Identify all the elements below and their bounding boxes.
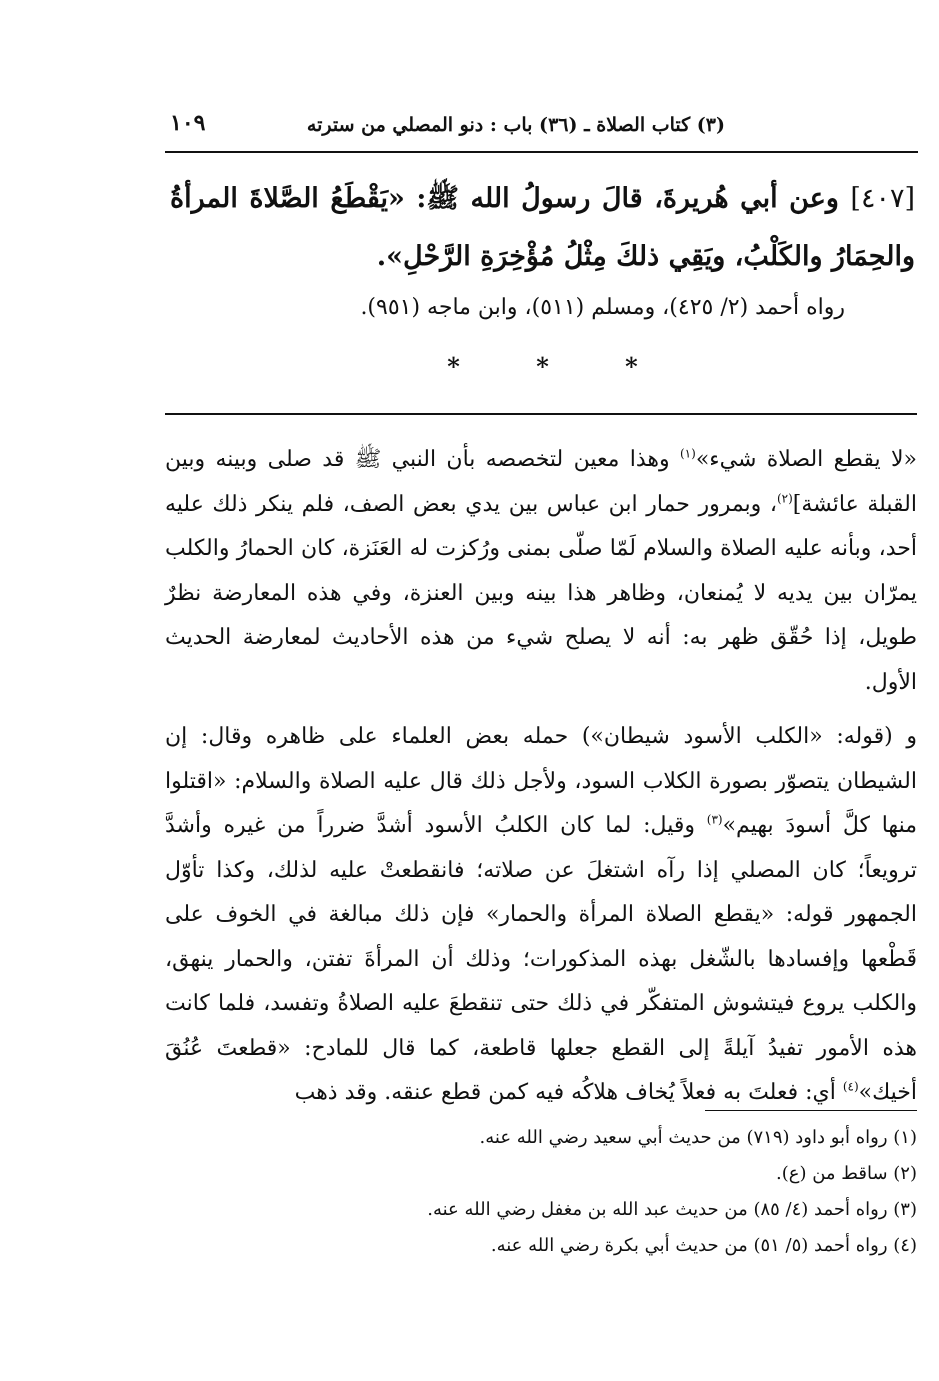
footnote: (٢) ساقط من (ع). bbox=[776, 1163, 917, 1184]
footnote-ref[interactable]: (١) bbox=[679, 446, 696, 461]
running-title: (٣) كتاب الصلاة ـ (٣٦) باب : دنو المصلي من سترته bbox=[306, 114, 725, 136]
hadith-text bbox=[170, 170, 915, 286]
commentary-text: أي: فعلتَ به فعلاً يُخاف هلاكُه فيه كمن قطع عنقه. وقد ذهب bbox=[294, 1080, 843, 1105]
section-separator bbox=[170, 352, 915, 381]
separator-asterisk: * bbox=[625, 352, 638, 381]
hadith-body: وعن أبي هُريرةَ، قالَ رسولُ الله ﷺ: «يَقْطَعُ الصَّلاةَ المرأةُ والحِمَارُ والكَلْبُ، ويَقِي ذلكَ مِثْلُ مُؤْخِرَةِ الرَّحْلِ». bbox=[170, 183, 915, 272]
footnote-ref[interactable]: (٤) bbox=[842, 1079, 859, 1094]
hadith-number: [٤٠٧] bbox=[850, 183, 916, 214]
commentary-text: و (قوله: «الكلب الأسود شيطان») حمله بعض العلماء على ظاهره وقال: إن الشيطان يتصوّر بصورة الكلاب السود، ولأجل ذلك قال عليه الصلاة والسلام: «اقتلوا منها كلَّ أسودَ بهيم» bbox=[165, 724, 917, 838]
separator-asterisk: * bbox=[536, 352, 549, 381]
header-rule bbox=[165, 151, 918, 153]
page-number: ١٠٩ bbox=[170, 110, 206, 136]
commentary bbox=[165, 438, 917, 1116]
commentary-paragraph bbox=[165, 438, 917, 705]
page-header bbox=[170, 108, 915, 148]
commentary-paragraph bbox=[165, 715, 917, 1116]
commentary-rule bbox=[165, 413, 917, 415]
commentary-text: ، وبمرور حمار ابن عباس بين يدي بعض الصف، فلم ينكر ذلك عليه أحد، وبأنه عليه الصلاة والسلام لَمّا صلّى بمنى ورُكزت له العَنَزة، كان الحمارُ والكلب يمرّان بين يديه لا يُمنعان، وظاهر هذا بينه وبين العنزة، وفي هذه المعارضة نظرٌ طويل، إذا حُقّق ظهر به: أنه لا يصلح شيء من هذه الأحاديث لمعارضة الحديث الأول. bbox=[165, 491, 917, 695]
footnote: (١) رواه أبو داود (٧١٩) من حديث أبي سعيد رضي الله عنه. bbox=[479, 1127, 917, 1148]
commentary-text: «لا يقطع الصلاة شيء» bbox=[695, 447, 917, 472]
footnote: (٤) رواه أحمد (٥/ ٥١) من حديث أبي بكرة رضي الله عنه. bbox=[490, 1235, 917, 1256]
hadith-source: رواه أحمد (٢/ ٤٢٥)، ومسلم (٥١١)، وابن ماجه (٩٥١). bbox=[360, 295, 845, 320]
commentary-text: وقيل: لما كان الكلبُ الأسود أشدَّ ضرراً من غيره وأشدَّ ترويعاً؛ كان المصلي إذا رآه اشتغلَ عن صلاته؛ فانقطعتْ عليه لذلك، وكذا تأوّل الجمهور قوله: «يقطع الصلاة المرأة والحمار» فإن ذلك مبالغة في الخوف على قَطْعها وإفسادها بالشّغل بهذه المذكورات؛ وذلك أن المرأةَ تفتن، والحمار ينهق، والكلب يروع فيتشوش المتفكّر في ذلك حتى تنقطعَ عليه الصلاةُ وتفسد، فلما كانت هذه الأمور تفيدُ آيلةً إلى القطع جعلها قاطعة، كما قال للمادح: «قطعتَ عُنُقَ أخيك» bbox=[165, 813, 917, 1105]
footnote-rule bbox=[705, 1110, 917, 1111]
footnote-ref[interactable]: (٣) bbox=[706, 812, 723, 827]
footnote-ref[interactable]: (٢) bbox=[776, 491, 793, 506]
separator-asterisk: * bbox=[447, 352, 460, 381]
footnote: (٣) رواه أحمد (٤/ ٨٥) من حديث عبد الله بن مغفل رضي الله عنه. bbox=[427, 1199, 917, 1220]
commentary-text: وهذا معين لتخصصه بأن النبي ﷺ قد صلى وبينه وبين القبلة عائشة] bbox=[165, 447, 917, 517]
footnotes bbox=[165, 1120, 917, 1264]
